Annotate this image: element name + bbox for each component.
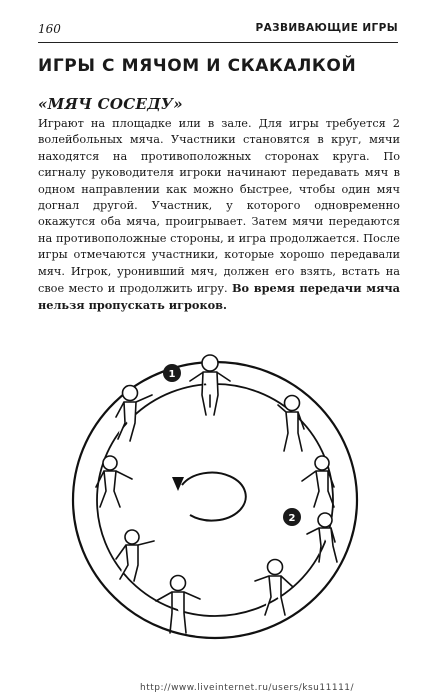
- watermark-url: http://www.liveinternet.ru/users/ksu11111/: [140, 683, 355, 693]
- page-header: [38, 22, 398, 38]
- header-rule: [38, 42, 398, 43]
- ball-2: [283, 508, 301, 526]
- player-figure: [302, 456, 334, 507]
- circle-diagram: [60, 345, 370, 645]
- ball-2-label: 2: [288, 513, 296, 524]
- page-number: 160: [38, 22, 61, 36]
- game-illustration: [60, 345, 370, 645]
- game-rules-emphasis: Во время передачи мяча нельзя пропускать игроков.: [38, 281, 401, 313]
- ball-1: [163, 364, 181, 382]
- player-figures: [96, 355, 337, 633]
- game-description: [38, 116, 400, 315]
- player-figure: [307, 513, 337, 562]
- ball-1-label: 1: [168, 369, 176, 380]
- game-description-text: [38, 116, 400, 315]
- direction-arrow: [172, 473, 246, 521]
- game-rules-text: Играют на площадке или в зале. Для игры требуется 2 волейбольных мяча. Участники становятся в круг, мячи находятся на противоположных сторонах круга. По сигналу руководителя игроки начинают передавать мяч в одном направлении как можно быстрее, чтобы один мяч догнал другой. Участник, у которого одновременно окажутся оба мяча, проигрывает. Затем мячи передаются на противоположные стороны, и игра продолжается. После игры отмечаются участники, которые хорошо передавали мяч. Игрок, уронивший мяч, должен его взять, встать на свое место и продолжить игру.: [38, 117, 400, 296]
- player-figure: [96, 456, 132, 507]
- game-title: «МЯЧ СОСЕДУ»: [38, 95, 183, 113]
- player-figure: [116, 530, 154, 581]
- player-figure: [116, 386, 152, 442]
- running-title: РАЗВИВАЮЩИЕ ИГРЫ: [255, 22, 398, 34]
- section-title: ИГРЫ С МЯЧОМ И СКАКАЛКОЙ: [38, 56, 357, 76]
